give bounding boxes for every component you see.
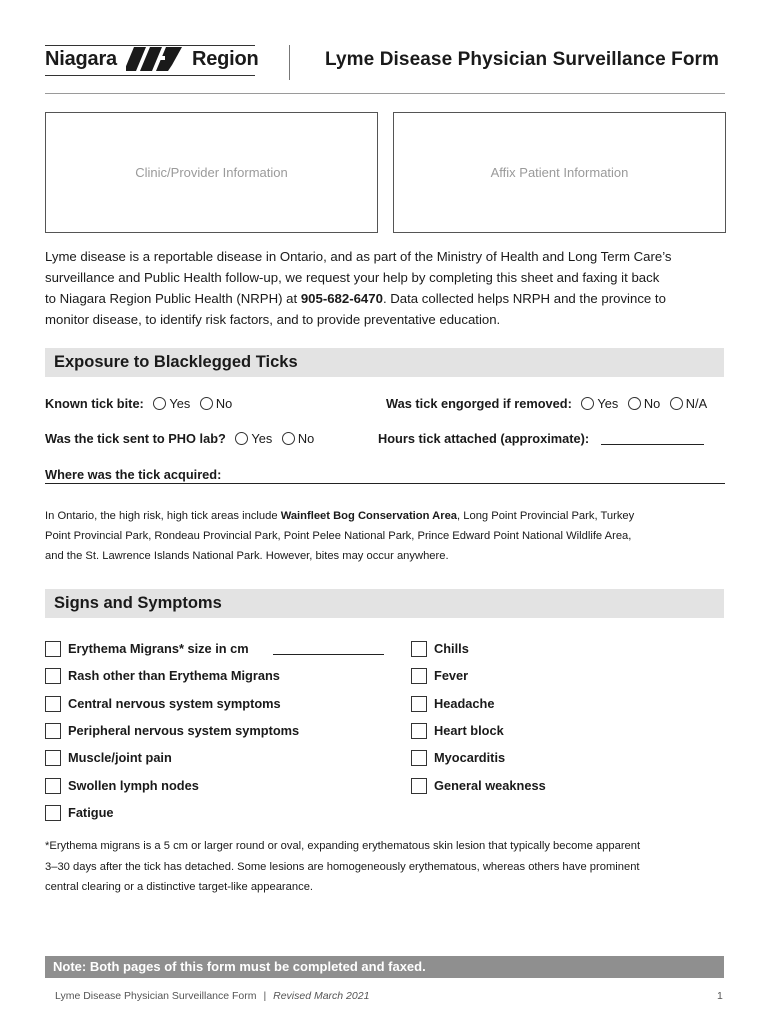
page-number: 1 <box>717 990 723 1002</box>
patient-info-box[interactable] <box>393 112 726 233</box>
header-rule <box>45 93 725 94</box>
footnote-line: 3–30 days after the tick has detached. Some lesions are homogeneously erythematous, whereas others have prominent <box>45 860 640 873</box>
engorged-na[interactable]: N/A <box>670 396 707 411</box>
tick-engorged-question <box>386 396 707 411</box>
symptom-label: Chills <box>434 641 469 656</box>
hours-attached-question <box>378 431 704 446</box>
where-acquired-question <box>45 467 221 482</box>
page-title: Lyme Disease Physician Surveillance Form <box>325 49 720 70</box>
symptom-label: Peripheral nervous system symptoms <box>68 722 300 738</box>
symptom-checkbox[interactable] <box>411 778 427 794</box>
known-bite-no[interactable]: No <box>200 396 232 411</box>
question-label: Hours tick attached (approximate): <box>378 431 590 446</box>
question-label: Was tick engorged if removed: <box>386 396 572 411</box>
footer-revised: Revised March 2021 <box>273 990 370 1002</box>
symptoms-section-header <box>45 589 724 618</box>
known-bite-yes[interactable]: Yes <box>153 396 190 411</box>
known-tick-bite-question <box>45 396 232 411</box>
engorged-no[interactable]: No <box>628 396 660 411</box>
erythema-size-field[interactable] <box>273 654 384 655</box>
engorged-yes[interactable]: Yes <box>581 396 618 411</box>
footer-separator: | <box>263 990 267 1002</box>
symptom-label: Erythema Migrans* size in cm <box>68 641 249 656</box>
radio-icon[interactable] <box>235 432 248 445</box>
logo-bottom-rule <box>45 75 255 76</box>
radio-icon[interactable] <box>581 397 594 410</box>
symptom-label: Swollen lymph nodes <box>68 777 199 793</box>
note-highlight: Wainfleet Bog Conservation Area <box>280 510 458 522</box>
completion-note-banner <box>45 956 724 978</box>
where-acquired-field[interactable] <box>45 483 725 484</box>
symptom-label: Muscle/joint pain <box>68 750 172 766</box>
erythema-footnote <box>45 836 730 898</box>
symptom-label: Fatigue <box>68 804 114 820</box>
symptom-checkbox[interactable] <box>411 723 427 739</box>
symptom-checkbox[interactable] <box>411 696 427 712</box>
hours-attached-field[interactable] <box>601 444 704 445</box>
symptom-label: General weakness <box>434 777 546 793</box>
question-label: Was the tick sent to PHO lab? <box>45 431 226 446</box>
patient-info-label: Affix Patient Information <box>490 165 629 180</box>
high-risk-areas-note <box>45 506 725 566</box>
symptom-label: Headache <box>434 695 495 711</box>
section-title: Exposure to Blacklegged Ticks <box>54 353 298 371</box>
intro-paragraph <box>45 246 735 330</box>
symptom-checkbox[interactable] <box>45 750 61 766</box>
question-label: Known tick bite: <box>45 396 144 411</box>
banner-text: Note: Both pages of this form must be completed and faxed. <box>53 959 426 974</box>
fax-number: 905-682-6470 <box>300 291 383 306</box>
question-label: Where was the tick acquired: <box>45 467 222 482</box>
radio-icon[interactable] <box>153 397 166 410</box>
symptom-checkbox[interactable] <box>411 668 427 684</box>
clinic-provider-label: Clinic/Provider Information <box>135 165 288 180</box>
symptom-checkbox[interactable] <box>411 750 427 766</box>
footer-form-name: Lyme Disease Physician Surveillance Form <box>55 990 257 1002</box>
symptom-checkbox[interactable] <box>45 778 61 794</box>
logo-mark-icon <box>126 45 188 73</box>
sent-pho-yes[interactable]: Yes <box>235 431 272 446</box>
footnote-line: central clearing or a distinctive target-like appearance. <box>45 881 314 893</box>
intro-line: monitor disease, to identify risk factors, and to provide preventative education. <box>45 312 501 327</box>
intro-line: Lyme disease is a reportable disease in Ontario, and as part of the Ministry of Health and Long Term Care’s <box>45 249 672 264</box>
sent-pho-question <box>45 431 314 446</box>
logo-niagara: Niagara <box>45 48 117 70</box>
header-divider <box>289 45 290 80</box>
sent-pho-no[interactable]: No <box>282 431 314 446</box>
note-line: In Ontario, the high risk, high tick areas include Wainfleet Bog Conservation Area, Long Point Provincial Park, Turkey <box>45 510 635 522</box>
footer-left <box>55 990 369 1002</box>
symptom-checkbox[interactable] <box>45 805 61 821</box>
exposure-section-header <box>45 348 724 377</box>
symptom-label: Heart block <box>434 722 504 738</box>
symptom-label: Rash other than Erythema Migrans <box>68 668 280 684</box>
symptom-label: Myocarditis <box>434 750 506 766</box>
intro-line: surveillance and Public Health follow-up, we request your help by completing this sheet and faxing it back <box>45 270 660 285</box>
section-title: Signs and Symptoms <box>54 594 222 612</box>
note-line: and the St. Lawrence Islands National Park. However, bites may occur anywhere. <box>45 550 449 562</box>
logo-region: Region <box>192 48 259 70</box>
radio-icon[interactable] <box>670 397 683 410</box>
clinic-provider-box[interactable] <box>45 112 378 233</box>
radio-icon[interactable] <box>628 397 641 410</box>
note-line: Point Provincial Park, Rondeau Provincial Park, Point Pelee National Park, Prince Edward Point National Wildlife Area, <box>45 530 632 542</box>
symptom-label: Fever <box>434 668 469 684</box>
symptom-checkbox[interactable] <box>45 641 61 657</box>
symptom-checkbox[interactable] <box>45 668 61 684</box>
symptom-checkbox[interactable] <box>45 723 61 739</box>
symptom-checkbox[interactable] <box>45 696 61 712</box>
footnote-line: *Erythema migrans is a 5 cm or larger round or oval, expanding erythematous skin lesion that typically become apparent <box>45 840 641 852</box>
symptom-label: Central nervous system symptoms <box>68 695 281 711</box>
intro-line: to Niagara Region Public Health (NRPH) at 905-682-6470. Data collected helps NRPH and the province to <box>45 291 666 306</box>
radio-icon[interactable] <box>282 432 295 445</box>
symptom-checkbox[interactable] <box>411 641 427 657</box>
radio-icon[interactable] <box>200 397 213 410</box>
